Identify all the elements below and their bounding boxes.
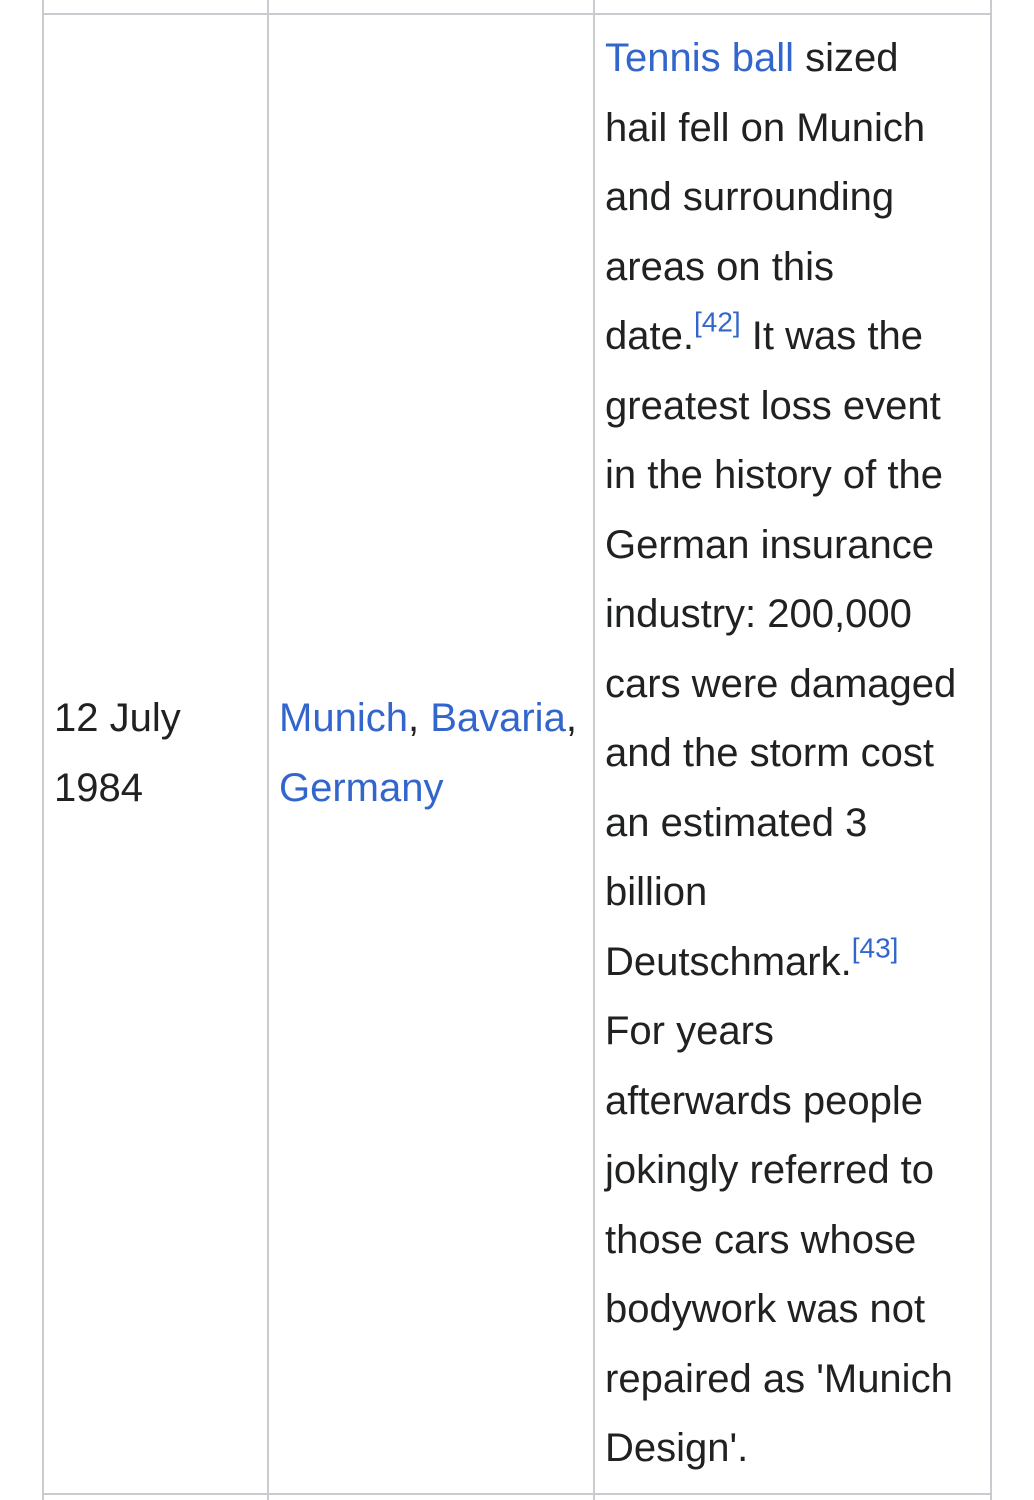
description-text: an estimated 3 <box>605 800 868 845</box>
citation-43 <box>852 932 899 963</box>
link-bavaria[interactable]: Bavaria <box>430 696 566 740</box>
description-text: sized <box>794 36 899 80</box>
description-text: and the storm cost <box>605 731 935 775</box>
citation-link-43[interactable]: [43] <box>851 932 899 964</box>
table-right-border <box>990 0 992 1500</box>
table-left-border <box>42 0 44 1500</box>
link-munich[interactable]: Munich <box>279 696 408 740</box>
citation-42 <box>694 307 741 338</box>
description-text: billion <box>605 870 708 914</box>
description-text: hail fell on Munich <box>605 105 926 150</box>
description-text: jokingly referred to <box>605 1148 935 1192</box>
description-cell <box>605 24 985 1484</box>
description-text: areas on this <box>605 244 835 289</box>
citation-link-42[interactable]: [42] <box>693 306 741 338</box>
date-day-month: 12 July <box>54 696 181 740</box>
description-text: afterwards people <box>605 1078 923 1123</box>
description-text: those cars whose <box>605 1217 917 1262</box>
description-text: in the history of the <box>605 453 943 497</box>
description-text: German insurance <box>605 522 935 567</box>
location-separator: , <box>565 696 577 740</box>
description-text: cars were damaged <box>605 661 957 706</box>
description-text: bodywork was not <box>605 1287 926 1331</box>
link-tennis-ball[interactable]: Tennis ball <box>605 36 795 80</box>
link-germany[interactable]: Germany <box>279 765 444 810</box>
description-text: For years <box>605 1009 774 1053</box>
description-text: industry: 200,000 <box>605 592 912 636</box>
description-text: repaired as 'Munich <box>605 1356 953 1401</box>
location-cell <box>279 684 591 823</box>
description-text: date. <box>605 314 694 358</box>
location-separator: , <box>407 696 431 740</box>
column-divider-location-description <box>593 0 595 1500</box>
description-text: It was the <box>740 314 923 358</box>
date-cell <box>54 684 259 823</box>
description-text: Design'. <box>605 1426 749 1470</box>
description-text: Deutschmark. <box>605 939 852 984</box>
description-text: greatest loss event <box>605 383 941 428</box>
column-divider-date-location <box>267 0 269 1500</box>
table-row-bottom-border <box>42 1493 992 1495</box>
description-text: and surrounding <box>605 175 895 219</box>
date-year: 1984 <box>54 765 143 810</box>
table-row-top-border <box>42 13 992 15</box>
